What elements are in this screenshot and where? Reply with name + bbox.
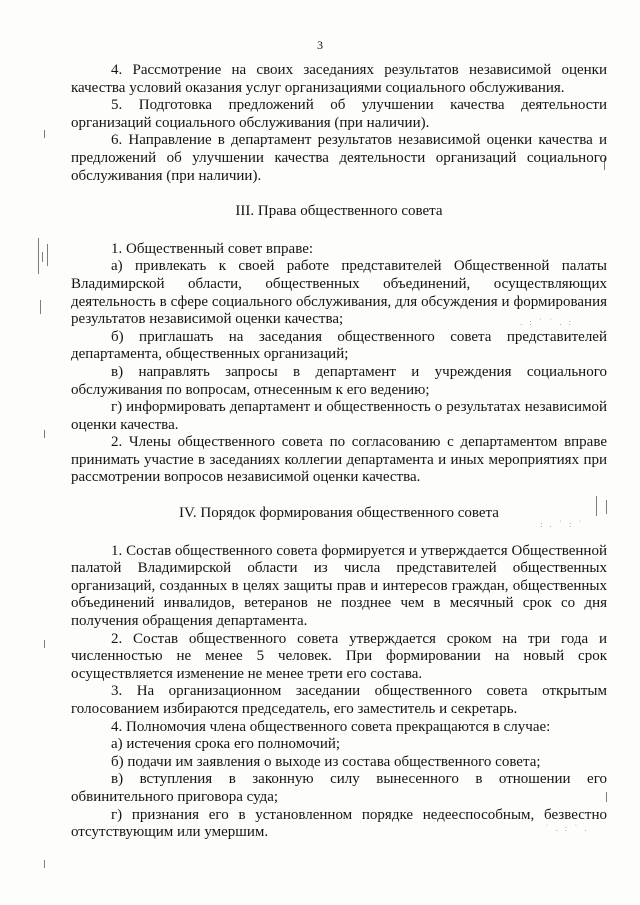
document-body <box>71 62 607 842</box>
scan-noise: . : ˙ ˙ . : <box>520 318 574 327</box>
rights-members-participation: 2. Члены общественного совета по согласованию с департаментом вправе принимать участие в заседаниях коллегии департамента и иных мероприятиях при рассмотрении вопросов независимой оценки качества. <box>71 434 607 486</box>
formation-item-3: 3. На организационном заседании общественного совета открытым голосованием избираются председатель, его заместитель и секретарь. <box>71 683 607 717</box>
section-heading-formation: IV. Порядок формирования общественного совета <box>179 505 499 522</box>
scan-artifact-left-mark <box>44 640 45 648</box>
scan-artifact-left-mark <box>47 244 48 266</box>
scan-artifact-left-mark <box>42 252 43 262</box>
scan-artifact-left-mark <box>40 300 41 314</box>
section-heading-rights: III. Права общественного совета <box>235 203 443 220</box>
paragraph-send-to-department: 6. Направление в департамент результатов независимой оценки качества и предложений об улучшении качества деятельности организаций социального обслуживания (при наличии). <box>71 132 607 184</box>
termination-item-a: а) истечения срока его полномочий; <box>111 736 341 753</box>
rights-item-g: г) информировать департамент и общественность о результатах независимой оценки качества. <box>71 399 607 433</box>
rights-item-v: в) направлять запросы в департамент и учреждения социального обслуживания по вопросам, отнесенным к его ведению; <box>71 363 607 398</box>
page-number: 3 <box>317 38 323 52</box>
scan-artifact-left-mark <box>44 860 45 868</box>
termination-item-v: в) вступления в законную силу вынесенного в отношении его обвинительного приговора суда; <box>71 771 607 805</box>
scan-artifact-left-mark <box>38 238 39 274</box>
termination-item-g: г) признания его в установленном порядке недееспособным, безвестно отсутствующим или умершим. <box>71 806 607 841</box>
rights-item-b: б) приглашать на заседания общественного совета представителей департамента, общественных организаций; <box>71 328 607 363</box>
scan-artifact-left-mark <box>44 130 45 138</box>
formation-item-4: 4. Полномочия члена общественного совета прекращаются в случае: <box>111 718 551 735</box>
rights-item-a: а) привлекать к своей работе представителей Общественной палаты Владимирской области, общественных объединений, осуществляющих деятельность в сфере социального обслуживания, для обсуждения и формирования результатов независимой оценки качества; <box>71 258 607 328</box>
paragraph-prepare-proposals: 5. Подготовка предложений об улучшении качества деятельности организаций социального обслуживания (при наличии). <box>71 97 607 131</box>
paragraph-review-results: 4. Рассмотрение на своих заседаниях результатов независимой оценки качества условий оказания услуг организациями социального обслуживания. <box>71 62 607 96</box>
termination-item-b: б) подачи им заявления о выходе из состава общественного совета; <box>111 753 541 770</box>
scan-noise: : . ˙ : ˙ <box>540 520 585 529</box>
scan-noise: ˙ . : ˙ . <box>545 824 589 833</box>
rights-intro: 1. Общественный совет вправе: <box>111 240 314 257</box>
formation-item-2: 2. Состав общественного совета утверждается сроком на три года и численностью не менее 5 человек. При формировании на новый срок осуществляется изменение не менее трети его состава. <box>71 630 607 682</box>
formation-item-1: 1. Состав общественного совета формируется и утверждается Общественной палатой Владимирской области из числа представителей общественных организаций, созданных в целях защиты прав и интересов граждан, общественных объединений инвалидов, ветеранов не позднее чем в месячный срок со дня получения обращения департамента. <box>71 542 607 630</box>
scan-artifact-left-mark <box>44 430 45 438</box>
